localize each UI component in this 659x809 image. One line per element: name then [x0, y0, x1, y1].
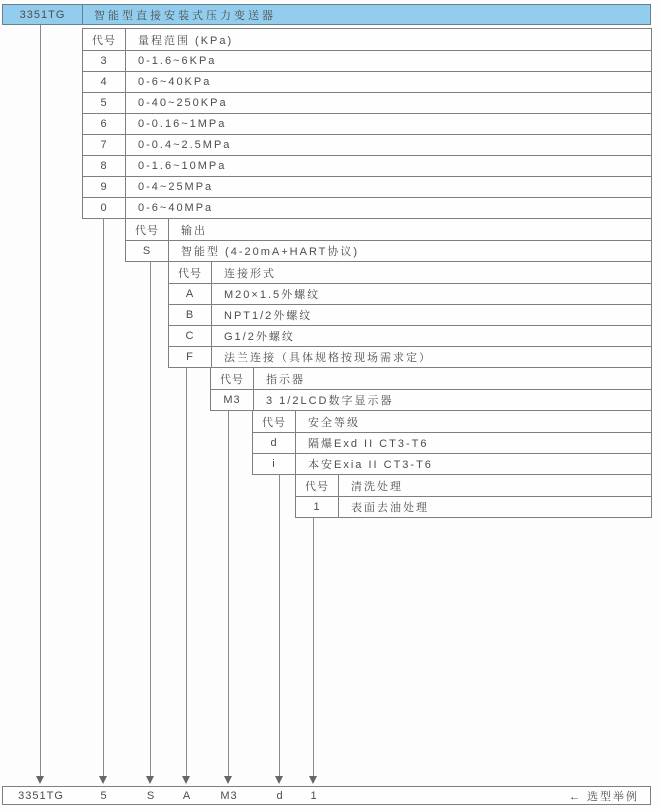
example-value-connection: A	[182, 789, 192, 802]
code-cell: A	[169, 284, 212, 304]
example-value-model: 3351TG	[18, 789, 64, 802]
connector-line-safety	[279, 475, 280, 776]
code-header-cell: 代号	[253, 411, 296, 432]
connector-line-range	[103, 219, 104, 776]
table-header-row	[126, 219, 651, 240]
desc-cell: 智能型 (4-20mA+HART协议)	[181, 246, 360, 258]
code-cell: 0	[83, 198, 126, 218]
desc-header-cell: 连接形式	[224, 267, 276, 280]
connector-line-cleaning	[313, 518, 314, 776]
desc-header-cell: 输出	[181, 224, 207, 237]
code-cell: d	[253, 433, 296, 453]
table-row	[253, 453, 651, 474]
code-cell: 9	[83, 177, 126, 197]
table-row	[253, 432, 651, 453]
connector-line-indicator	[228, 411, 229, 776]
code-header-cell: 代号	[83, 29, 126, 50]
code-cell: i	[253, 454, 296, 474]
arrow-down-icon	[224, 776, 232, 784]
table-row	[83, 197, 651, 218]
table-row	[169, 283, 651, 304]
table-row	[83, 113, 651, 134]
arrow-down-icon	[275, 776, 283, 784]
table-row	[83, 50, 651, 71]
desc-cell: 法兰连接（具体规格按现场需求定）	[224, 352, 432, 364]
table-header-row	[169, 262, 651, 283]
desc-cell: 0-0.16~1MPa	[138, 118, 227, 130]
desc-cell: 0-40~250KPa	[138, 97, 228, 109]
table-row	[83, 134, 651, 155]
desc-header-cell: 量程范围 (KPa)	[138, 34, 234, 47]
arrow-down-icon	[146, 776, 154, 784]
code-cell: F	[169, 347, 212, 367]
safety-table	[252, 410, 652, 475]
code-cell: 3	[83, 51, 126, 71]
example-value-output: S	[146, 789, 156, 802]
desc-cell: M20×1.5外螺纹	[224, 289, 321, 301]
example-value-cleaning: 1	[310, 789, 318, 802]
table-row	[211, 389, 651, 410]
desc-cell: 3 1/2LCD数字显示器	[266, 395, 394, 407]
table-header-row	[296, 475, 651, 496]
model-code: 3351TG	[3, 5, 83, 24]
code-cell: 4	[83, 72, 126, 92]
code-header-cell: 代号	[169, 262, 212, 283]
desc-header-cell: 清洗处理	[351, 480, 403, 493]
code-cell: B	[169, 305, 212, 325]
desc-cell: 0-4~25MPa	[138, 181, 214, 193]
desc-cell: 0-6~40KPa	[138, 76, 212, 88]
output-table	[125, 218, 652, 262]
example-value-safety: d	[276, 789, 284, 802]
desc-cell: 本安Exia II CT3-T6	[308, 459, 433, 471]
table-row	[83, 92, 651, 113]
code-header-cell: 代号	[211, 368, 254, 389]
desc-cell: G1/2外螺纹	[224, 331, 295, 343]
code-cell: 6	[83, 114, 126, 134]
connector-line-model	[40, 25, 41, 776]
arrow-down-icon	[99, 776, 107, 784]
arrow-down-icon	[309, 776, 317, 784]
desc-cell: NPT1/2外螺纹	[224, 310, 313, 322]
example-value-range: 5	[100, 789, 108, 802]
desc-cell: 0-1.6~10MPa	[138, 160, 227, 172]
code-cell: 8	[83, 156, 126, 176]
table-header-row	[83, 29, 651, 50]
connector-line-connection	[186, 368, 187, 776]
header-bar	[2, 4, 651, 25]
arrow-down-icon	[36, 776, 44, 784]
table-row	[83, 176, 651, 197]
code-cell: C	[169, 326, 212, 346]
table-row	[169, 346, 651, 367]
code-cell: M3	[211, 390, 254, 410]
desc-cell: 0-1.6~6KPa	[138, 55, 217, 67]
code-header-cell: 代号	[296, 475, 339, 496]
table-row	[83, 71, 651, 92]
code-cell: 5	[83, 93, 126, 113]
table-header-row	[211, 368, 651, 389]
connection-table	[168, 261, 652, 368]
cleaning-table	[295, 474, 652, 518]
desc-header-cell: 指示器	[266, 373, 305, 386]
desc-header-cell: 安全等级	[308, 416, 360, 429]
desc-cell: 0-6~40MPa	[138, 202, 214, 214]
table-header-row	[253, 411, 651, 432]
table-row	[126, 240, 651, 261]
indicator-table	[210, 367, 652, 411]
code-cell: 1	[296, 497, 339, 517]
example-value-indicator: M3	[220, 789, 238, 802]
arrow-down-icon	[182, 776, 190, 784]
code-cell: 7	[83, 135, 126, 155]
desc-cell: 隔爆Exd II CT3-T6	[308, 438, 429, 450]
desc-cell: 表面去油处理	[351, 502, 429, 514]
code-header-cell: 代号	[126, 219, 169, 240]
range-table	[82, 28, 652, 219]
table-row	[83, 155, 651, 176]
example-bar	[2, 786, 651, 805]
example-note: ← 选型举例	[568, 790, 639, 803]
table-row	[169, 304, 651, 325]
code-cell: S	[126, 241, 169, 261]
table-row	[296, 496, 651, 517]
connector-line-output	[150, 262, 151, 776]
desc-cell: 0-0.4~2.5MPa	[138, 139, 232, 151]
table-row	[169, 325, 651, 346]
product-title: 智能型直接安装式压力变送器	[94, 9, 276, 22]
